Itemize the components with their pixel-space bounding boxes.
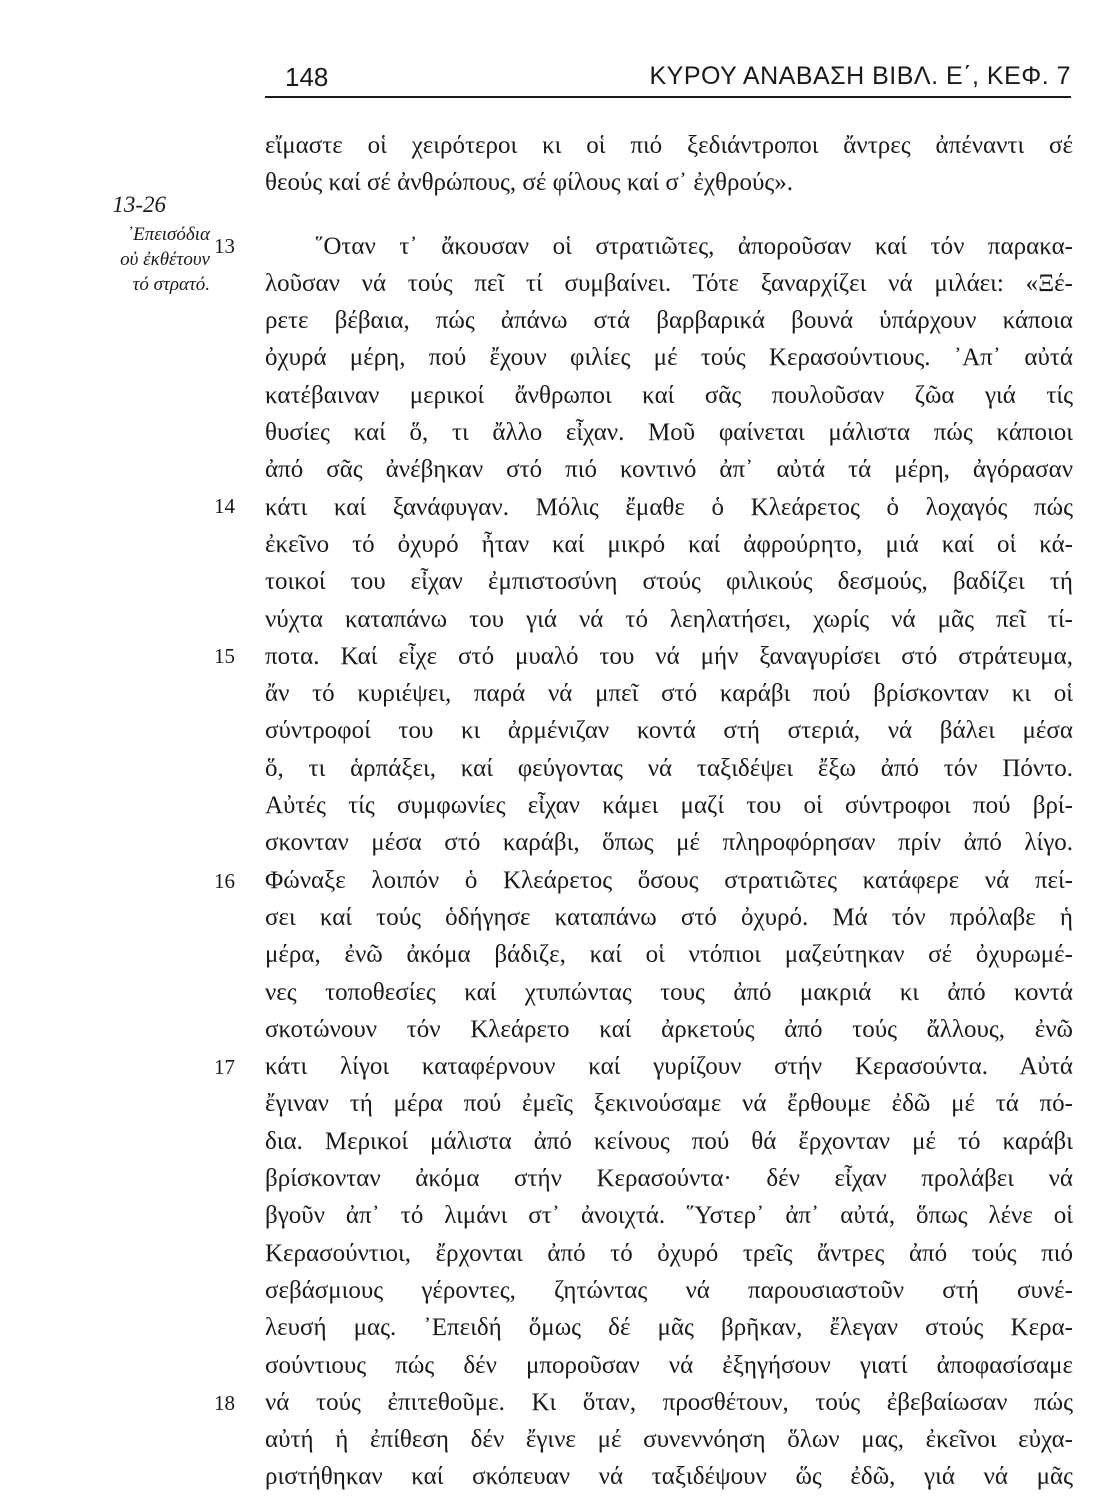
text-line: ἐκεῖνο τό ὀχυρό ἦταν καί μικρό καί ἀφρούρητο, μιά καί οἱ κά-	[265, 530, 1073, 558]
text-line: κάτι λίγοι καταφέρνουν καί γυρίζουν στήν Κερασούντα. Αὐτά	[265, 1053, 1073, 1081]
paragraph-number: 17	[214, 1055, 235, 1079]
text-line: λευσή μας. ᾿Επειδή ὅμως δέ μᾶς βρῆκαν, ἔλεγαν στούς Κερα-	[265, 1314, 1073, 1342]
text-line: αὐτή ἡ ἐπίθεση δέν ἔγινε μέ συνεννόηση ὅλων μας, ἐκεῖνοι εὐχα-	[265, 1426, 1073, 1454]
text-line: σκοτώνουν τόν Κλεάρετο καί ἀρκετούς ἀπό τούς ἄλλους, ἐνῶ	[265, 1015, 1073, 1043]
text-line: ριστήθηκαν καί σκόπευαν νά ταξιδέψουν ὥς ἐδῶ, γιά νά μᾶς	[265, 1463, 1073, 1491]
text-line: τοικοί του εἶχαν ἐμπιστοσύνη στούς φιλικούς δεσμούς, βαδίζει τή	[265, 568, 1073, 596]
text-line: νες τοποθεσίες καί χτυπώντας τους ἀπό μακριά κι ἀπό κοντά	[265, 978, 1073, 1006]
text-line: μέρα, ἐνῶ ἀκόμα βάδιζε, καί οἱ ντόπιοι μαζεύτηκαν σέ ὀχυρωμέ-	[265, 941, 1073, 969]
paragraph-number: 14	[214, 494, 235, 518]
text-line: βγοῦν ἀπ᾿ τό λιμάνι στ᾿ ἀνοιχτά. ῞Υστερ᾿ ἀπ᾿ αὐτά, ὅπως λένε οἱ	[265, 1202, 1073, 1230]
text-line: Κερασούντιοι, ἔρχονται ἀπό τό ὀχυρό τρεῖς ἄντρες ἀπό τούς πιό	[265, 1239, 1073, 1267]
running-header	[265, 56, 1071, 98]
text-line: νά τούς ἐπιτεθοῦμε. Κι ὅταν, προσθέτουν, τούς ἐβεβαίωσαν πώς	[265, 1388, 1073, 1416]
text-line: ὅ, τι ἁρπάξει, καί φεύγοντας νά ταξιδέψει ἔξω ἀπό τόν Πόντο.	[265, 754, 1073, 782]
paragraph-number: 16	[214, 869, 235, 893]
text-line: εἴμαστε οἱ χειρότεροι κι οἱ πιό ξεδιάντροποι ἄντρες ἀπέναντι σέ	[265, 132, 1073, 159]
paragraph-number: 18	[214, 1391, 235, 1415]
text-line: ῞Οταν τ᾿ ἄκουσαν οἱ στρατιῶτες, ἀποροῦσαν καί τόν παρακα-	[315, 232, 1073, 260]
text-line: ἄν τό κυριέψει, παρά νά μπεῖ στό καράβι πού βρίσκονταν κι οἱ	[265, 680, 1073, 708]
margin-note-caption-line: οὐ ἐκθέτουν	[120, 249, 210, 270]
margin-note-caption-line: τό στρατό.	[132, 274, 210, 295]
margin-note	[60, 192, 210, 297]
text-line: θεούς καί σέ ἀνθρώπους, σέ φίλους καί σ᾿ ἐχθρούς».	[265, 169, 793, 197]
text-line: Φώναξε λοιπόν ὁ Κλεάρετος ὅσους στρατιῶτες κατάφερε νά πεί-	[265, 866, 1073, 894]
text-line: σύντροφοί του κι ἀρμένιζαν κοντά στή στεριά, νά βάλει μέσα	[265, 717, 1073, 745]
text-line: βρίσκονταν ἀκόμα στήν Κερασούντα· δέν εἶχαν προλάβει νά	[265, 1165, 1073, 1193]
text-line: θυσίες καί ὅ, τι ἄλλο εἶχαν. Μοῦ φαίνεται μάλιστα πώς κάποιοι	[265, 419, 1073, 447]
margin-note-caption-line: ᾿Επεισόδια	[126, 224, 210, 245]
text-line: ρετε βέβαια, πώς ἀπάνω στά βαρβαρικά βουνά ὑπάρχουν κάποια	[265, 307, 1073, 335]
text-line: σκονταν μέσα στό καράβι, ὅπως μέ πληροφόρησαν πρίν ἀπό λίγο.	[265, 829, 1073, 857]
text-line: ὀχυρά μέρη, πού ἔχουν φιλίες μέ τούς Κερασούντιους. ᾿Απ᾿ αὐτά	[265, 344, 1073, 372]
text-line: κάτι καί ξανάφυγαν. Μόλις ἔμαθε ὁ Κλεάρετος ὁ λοχαγός πώς	[265, 493, 1073, 521]
text-line: Αὐτές τίς συμφωνίες εἶχαν κάμει μαζί του οἱ σύντροφοι πού βρί-	[265, 792, 1073, 820]
paragraph-number: 15	[214, 644, 235, 668]
text-line: νύχτα καταπάνω του γιά νά τό λεηλατήσει, χωρίς νά μᾶς πεῖ τί-	[265, 605, 1073, 633]
text-line: λοῦσαν νά τούς πεῖ τί συμβαίνει. Τότε ξαναρχίζει νά μιλάει: «Ξέ-	[265, 269, 1073, 297]
text-line: σούντιους πώς δέν μποροῦσαν νά ἐξηγήσουν γιατί ἀποφασίσαμε	[265, 1351, 1073, 1379]
text-line: σεβάσμιους γέροντες, ζητώντας νά παρουσιαστοῦν στή συνέ-	[265, 1276, 1073, 1304]
margin-note-range: 13-26	[112, 192, 166, 217]
paragraph-number: 13	[214, 234, 235, 258]
text-line: ἀπό σᾶς ἀνέβηκαν στό πιό κοντινό ἀπ᾿ αὐτά τά μέρη, ἀγόρασαν	[265, 456, 1073, 484]
text-line: σει καί τούς ὁδήγησε καταπάνω στό ὀχυρό. Μά τόν πρόλαβε ἡ	[265, 903, 1073, 931]
text-line: ἔγιναν τή μέρα πού ἐμεῖς ξεκινούσαμε νά ἔρθουμε ἐδῶ μέ τά πό-	[265, 1090, 1073, 1118]
body-text	[265, 127, 1073, 1496]
text-line: δια. Μερικοί μάλιστα ἀπό κείνους πού θά ἔρχονταν μέ τό καράβι	[265, 1127, 1073, 1155]
page-number: 148	[285, 62, 329, 92]
text-line: κατέβαιναν μερικοί ἄνθρωποι καί σᾶς πουλοῦσαν ζῶα γιά τίς	[265, 381, 1073, 409]
running-head-title: ΚΥΡΟΥ ΑΝΑΒΑΣΗ ΒΙΒΛ. Ε΄, ΚΕΦ. 7	[649, 62, 1071, 90]
text-line: ποτα. Καί εἶχε στό μυαλό του νά μήν ξαναγυρίσει στό στράτευμα,	[265, 642, 1073, 670]
